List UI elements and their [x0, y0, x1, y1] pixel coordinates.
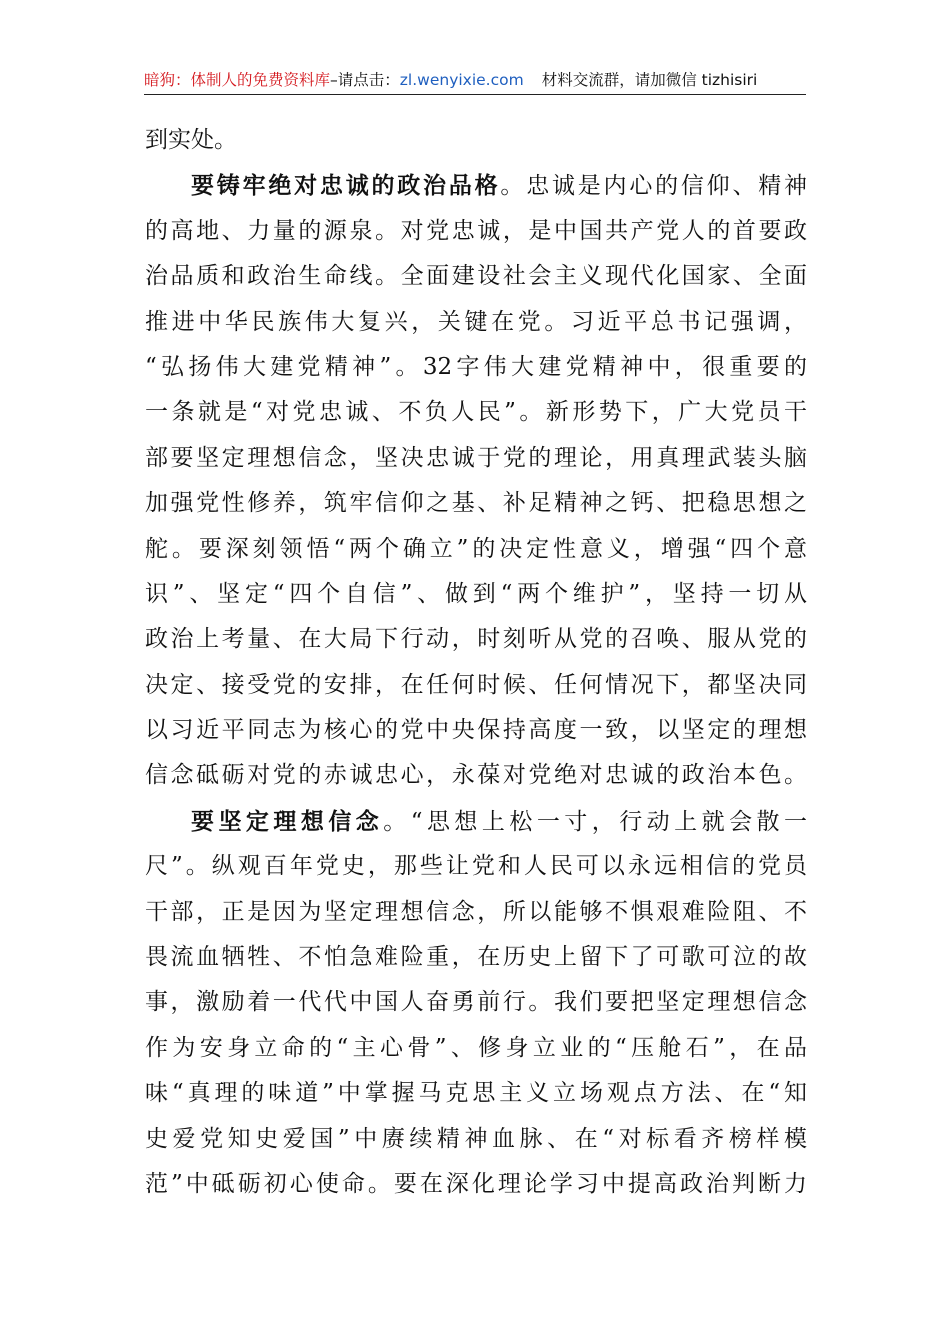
text-line — [145, 890, 807, 935]
line-text: 部要坚定理想信念，坚决忠诚于党的理论，用真理武装头脑 — [145, 444, 807, 471]
text-line — [145, 799, 807, 844]
text-line — [145, 663, 807, 708]
text-line — [145, 300, 807, 345]
text-line — [145, 209, 807, 254]
line-text: 作为安身立命的“主心骨”、修身立业的“压舱石”，在品 — [145, 1034, 807, 1061]
line-text: 干部，正是因为坚定理想信念，所以能够不惧艰难险阻、不 — [145, 898, 807, 925]
text-line — [145, 980, 807, 1025]
text-line — [145, 935, 807, 980]
text-line — [145, 844, 807, 889]
line-text: 畏流血牺牲、不怕急难险重，在历史上留下了可歌可泣的故 — [145, 944, 807, 971]
header-site-name: 暗狗：体制人的免费资料库 — [144, 71, 331, 89]
line-text: 到实处。 — [145, 127, 237, 153]
text-line — [145, 527, 807, 572]
line-text: 识”、坚定“四个自信”、做到“两个维护”，坚持一切从 — [145, 580, 807, 607]
line-text: 史爱党知史爱国”中赓续精神血脉、在“对标看齐榜样模 — [145, 1125, 807, 1152]
text-line — [145, 708, 807, 753]
text-line — [145, 617, 807, 662]
text-line — [145, 1117, 807, 1162]
line-text: 范”中砥砺初心使命。要在深化理论学习中提高政治判断力 — [145, 1170, 807, 1197]
text-line — [145, 254, 807, 299]
line-text: 信念砥砺对党的赤诚忠心，永葆对党绝对忠诚的政治本色。 — [145, 762, 807, 789]
line-text: 舵。要深刻领悟“两个确立”的决定性意义，增强“四个意 — [145, 535, 807, 562]
line-text: 推进中华民族伟大复兴，关键在党。习近平总书记强调， — [145, 308, 807, 335]
line-text: 。“思想上松一寸，行动上就会散一 — [383, 808, 808, 835]
line-text: 尺”。纵观百年党史，那些让党和人民可以永远相信的党员 — [145, 853, 807, 880]
text-line — [145, 572, 807, 617]
paragraph-heading: 要铸牢绝对忠诚的政治品格 — [191, 172, 501, 200]
page-header — [144, 66, 806, 95]
header-click-prompt: –请点击： — [330, 71, 400, 89]
line-text: 的高地、力量的源泉。对党忠诚，是中国共产党人的首要政 — [145, 217, 807, 244]
line-text: 事，激励着一代代中国人奋勇前行。我们要把坚定理想信念 — [145, 989, 807, 1016]
line-text: 以习近平同志为核心的党中央保持高度一致，以坚定的理想 — [145, 717, 807, 744]
header-url-link[interactable]: zl.wenyixie.com — [399, 71, 524, 89]
document-body — [145, 118, 807, 1207]
text-line — [145, 163, 807, 208]
text-line — [145, 1071, 807, 1116]
text-line — [145, 753, 807, 798]
text-line — [145, 345, 807, 390]
line-text: 加强党性修养，筑牢信仰之基、补足精神之钙、把稳思想之 — [145, 490, 807, 517]
line-text: 治品质和政治生命线。全面建设社会主义现代化国家、全面 — [145, 263, 807, 290]
line-text: 政治上考量、在大局下行动，时刻听从党的召唤、服从党的 — [145, 626, 807, 653]
line-text: “弘扬伟大建党精神”。32字伟大建党精神中，很重要的 — [145, 353, 807, 380]
text-line — [145, 1162, 807, 1207]
text-line — [145, 1026, 807, 1071]
text-line — [145, 118, 807, 163]
paragraph-heading: 要坚定理想信念 — [191, 807, 384, 835]
line-text: 决定、接受党的安排，在任何时候、任何情况下，都坚决同 — [145, 671, 807, 698]
text-line — [145, 390, 807, 435]
line-text: 一条就是“对党忠诚、不负人民”。新形势下，广大党员干 — [145, 399, 807, 426]
line-text: 味“真理的味道”中掌握马克思主义立场观点方法、在“知 — [145, 1080, 807, 1107]
text-line — [145, 436, 807, 481]
header-wechat-note: 材料交流群，请加微信 tizhisiri — [541, 71, 758, 89]
text-line — [145, 481, 807, 526]
line-text: 。忠诚是内心的信仰、精神 — [500, 173, 808, 200]
